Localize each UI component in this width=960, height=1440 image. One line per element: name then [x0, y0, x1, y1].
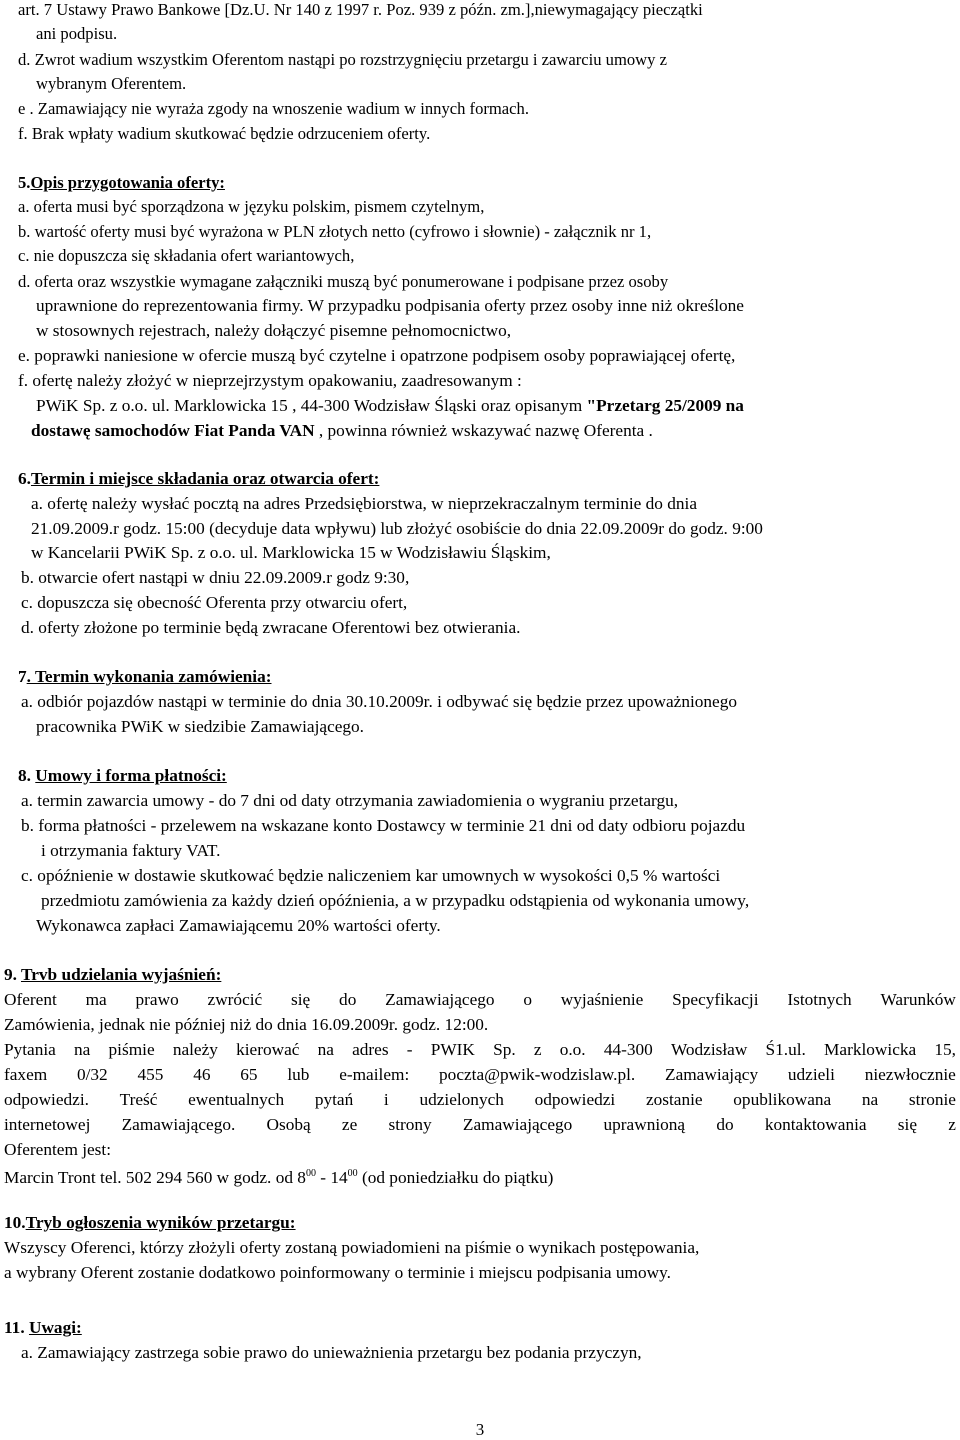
text-line: w Kancelarii PWiK Sp. z o.o. ul. Marklowicka 15 w Wodzisławiu Śląskim, — [31, 543, 551, 562]
word: faxem — [4, 1065, 48, 1084]
word: prawo — [135, 990, 179, 1009]
word: kierować — [236, 1040, 300, 1059]
list-item: a. termin zawarcia umowy - do 7 dni od daty otrzymania zawiadomienia o wygraniu przetargu, — [21, 791, 679, 810]
text-line: 21.09.2009.r godz. 15:00 (decyduje data wpływu) lub złożyć osobiście do dnia 22.09.2009r do godz. 9:00 — [31, 519, 763, 538]
word: i — [383, 1090, 389, 1109]
contact-text: - 14 — [315, 1167, 348, 1187]
word: Specyfikacji — [672, 990, 759, 1009]
text-line: a wybrany Oferent zostanie dodatkowo poinformowany o terminie i miejscu podpisania umowy. — [4, 1263, 671, 1282]
page-number: 3 — [475, 1420, 485, 1439]
word: e-mailem: — [339, 1065, 410, 1084]
word: się — [897, 1115, 917, 1134]
word: Ś1.ul. — [765, 1040, 806, 1059]
list-item: e. poprawki naniesione w ofercie muszą być czytelne i opatrzone podpisem osoby poprawiającej ofertę, — [18, 346, 736, 365]
word: opublikowana — [733, 1090, 832, 1109]
text-line: d. Zwrot wadium wszystkim Oferentom nastąpi po rozstrzygnięciu przetargu i zawarciu umowy z — [18, 50, 667, 69]
section-number: 10. — [4, 1213, 26, 1232]
text-line — [31, 421, 653, 441]
section-number: 6. — [18, 469, 31, 488]
section-title: . Termin wykonania zamówienia: — [26, 667, 272, 686]
word: Zamawiającego — [462, 1115, 573, 1134]
word: 44-300 — [603, 1040, 653, 1059]
text-line: wybranym Oferentem. — [36, 74, 187, 93]
section-5-heading — [18, 173, 225, 193]
text-line: e . Zamawiający nie wyraża zgody na wnoszenie wadium w innych formach. — [18, 99, 529, 118]
list-item: b. forma płatności - przelewem na wskazane konto Dostawcy w terminie 21 dni od daty odbioru pojazdu — [21, 816, 746, 835]
word: wyjaśnienie — [560, 990, 644, 1009]
section-number: 7 — [18, 667, 27, 686]
word: strony — [388, 1115, 432, 1134]
text-line: art. 7 Ustawy Prawo Bankowe [Dz.U. Nr 140 z 1997 r. Poz. 939 z późn. zm.],niewymagający pieczątki — [18, 0, 703, 19]
list-item: c. nie dopuszcza się składania ofert wariantowych, — [18, 246, 355, 265]
word: ma — [85, 990, 107, 1009]
word: 65 — [240, 1065, 258, 1084]
word: Zamawiający — [665, 1065, 759, 1084]
word: Zamawiającego. — [121, 1115, 236, 1134]
word: piśmie — [108, 1040, 155, 1059]
word: na — [317, 1040, 334, 1059]
text-line: Wszyscy Oferenci, którzy złożyli oferty zostaną powiadomieni na piśmie o wynikach postępowania, — [4, 1238, 700, 1257]
word: Pytania — [4, 1040, 56, 1059]
word: Treść — [119, 1090, 158, 1109]
word: poczta@pwik-wodzislaw.pl. — [439, 1065, 636, 1084]
word: niezwłocznie — [864, 1065, 956, 1084]
superscript: 00 — [305, 1168, 316, 1179]
word: lub — [287, 1065, 310, 1084]
section-10-heading — [4, 1213, 296, 1233]
word: kontaktowania — [764, 1115, 867, 1134]
word: uprawnioną — [603, 1115, 686, 1134]
section-8-heading — [18, 766, 227, 786]
text-line: i otrzymania faktury VAT. — [41, 841, 221, 860]
justified-line — [4, 1040, 956, 1060]
list-item: d. oferty złożone po terminie będą zwracane Oferentowi bez otwierania. — [21, 618, 521, 637]
word: udzielonych — [419, 1090, 504, 1109]
word: zwrócić — [207, 990, 263, 1009]
word: - — [406, 1040, 413, 1059]
address-line — [36, 396, 744, 416]
text-line: uprawnione do reprezentowania firmy. W przypadku podpisania oferty przez osoby inne niż określone — [36, 296, 744, 315]
word: Istotnych — [787, 990, 852, 1009]
word: Sp. — [493, 1040, 516, 1059]
text-line: pracownika PWiK w siedzibie Zamawiającego. — [36, 717, 365, 736]
word: stronie — [908, 1090, 956, 1109]
text-line: Zamówienia, jednak nie później niż do dnia 16.09.2009r. godz. 12:00. — [4, 1015, 489, 1034]
section-9-heading — [4, 965, 221, 985]
section-title: Termin i miejsce składania oraz otwarcia ofert: — [30, 469, 380, 488]
text-line: w stosownych rejestrach, należy dołączyć pisemne pełnomocnictwo, — [36, 321, 512, 340]
text-span: , powinna również wskazywać nazwę Oferenta . — [318, 421, 653, 440]
word: 0/32 — [76, 1065, 108, 1084]
address-text: PWiK Sp. z o.o. ul. Marklowicka 15 , 44-300 Wodzisław Śląski oraz opisanym — [36, 396, 587, 415]
section-title: Opis przygotowania oferty: — [30, 173, 225, 192]
word: udzieli — [787, 1065, 835, 1084]
word: do — [716, 1115, 734, 1134]
contact-text: Marcin Tront tel. 502 294 560 w godz. od 8 — [4, 1167, 306, 1187]
word: z — [948, 1115, 956, 1134]
section-title: Tryb ogłoszenia wyników przetargu: — [25, 1213, 296, 1232]
text-line: Oferentem jest: — [4, 1140, 112, 1159]
contact-line — [4, 1164, 553, 1188]
list-item: c. dopuszcza się obecność Oferenta przy otwarciu ofert, — [21, 593, 408, 612]
contact-text: (od poniedziałku do piątku) — [357, 1167, 554, 1187]
list-item: c. opóźnienie w dostawie skutkować będzie naliczeniem kar umownych w wysokości 0,5 % wartości — [21, 866, 721, 885]
list-item: d. oferta oraz wszystkie wymagane załączniki muszą być ponumerowane i podpisane przez osoby — [18, 272, 669, 291]
word: Zamawiającego — [385, 990, 495, 1009]
section-11-heading — [4, 1318, 82, 1338]
word: adres — [352, 1040, 389, 1059]
tender-label: "Przetarg 25/2009 na — [586, 396, 744, 415]
tender-subject: dostawę samochodów Fiat Panda VAN — [31, 421, 319, 440]
word: Wodzisław — [670, 1040, 748, 1059]
list-item: a. odbiór pojazdów nastąpi w terminie do dnia 30.10.2009r. i odbywać się będzie przez upoważnionego — [21, 692, 738, 711]
word: PWIK — [430, 1040, 475, 1059]
section-7-heading — [18, 667, 271, 687]
word: ze — [341, 1115, 358, 1134]
word: Marklowicka — [824, 1040, 917, 1059]
section-number: 11. — [4, 1318, 29, 1337]
word: o — [523, 990, 532, 1009]
word: Oferent — [4, 990, 57, 1009]
section-6-heading — [18, 469, 379, 489]
word: Osobą — [266, 1115, 311, 1134]
section-title: Trvb udzielania wyjaśnień: — [20, 965, 222, 984]
list-item: b. otwarcie ofert nastąpi w dniu 22.09.2009.r godz 9:30, — [21, 568, 410, 587]
word: do — [339, 990, 357, 1009]
justified-line — [4, 1115, 956, 1135]
word: pytań — [314, 1090, 354, 1109]
text-line: f. Brak wpłaty wadium skutkować będzie odrzuceniem oferty. — [18, 124, 431, 143]
section-title: Umowy i forma płatności: — [35, 766, 227, 785]
list-item: a. oferta musi być sporządzona w języku polskim, pismem czytelnym, — [18, 197, 485, 216]
word: z — [533, 1040, 542, 1059]
word: odpowiedzi — [534, 1090, 616, 1109]
list-item: f. ofertę należy złożyć w nieprzejrzystym opakowaniu, zaadresowanym : — [18, 371, 522, 390]
superscript: 00 — [347, 1168, 358, 1179]
text-line: przedmiotu zamówienia za każdy dzień opóźnienia, a w przypadku odstąpienia od wykonania umowy, — [41, 891, 750, 910]
word: 15, — [934, 1040, 956, 1059]
text-line: ani podpisu. — [36, 24, 118, 43]
list-item: b. wartość oferty musi być wyrażona w PLN złotych netto (cyfrowo i słownie) - załącznik nr 1, — [18, 222, 652, 241]
section-title: Uwagi: — [28, 1318, 82, 1337]
list-item: a. ofertę należy wysłać pocztą na adres Przedsiębiorstwa, w nieprzekraczalnym terminie do dnia — [31, 494, 697, 513]
word: na — [861, 1090, 879, 1109]
section-number: 5. — [18, 173, 31, 192]
word: 46 — [193, 1065, 211, 1084]
justified-line — [4, 1090, 956, 1110]
justified-line — [4, 1065, 956, 1085]
word: się — [291, 990, 311, 1009]
word: odpowiedzi. — [4, 1090, 89, 1109]
word: Warunków — [880, 990, 956, 1009]
justified-line — [4, 990, 956, 1010]
list-item: a. Zamawiający zastrzega sobie prawo do unieważnienia przetargu bez podania przyczyn, — [21, 1343, 642, 1362]
text-line: Wykonawca zapłaci Zamawiającemu 20% wartości oferty. — [36, 916, 441, 935]
word: internetowej — [4, 1115, 91, 1134]
section-number: 9. — [4, 965, 21, 984]
word: należy — [172, 1040, 218, 1059]
word: o.o. — [559, 1040, 586, 1059]
word: zostanie — [645, 1090, 703, 1109]
word: na — [74, 1040, 91, 1059]
section-number: 8. — [18, 766, 36, 785]
word: ewentualnych — [188, 1090, 285, 1109]
word: 455 — [137, 1065, 164, 1084]
